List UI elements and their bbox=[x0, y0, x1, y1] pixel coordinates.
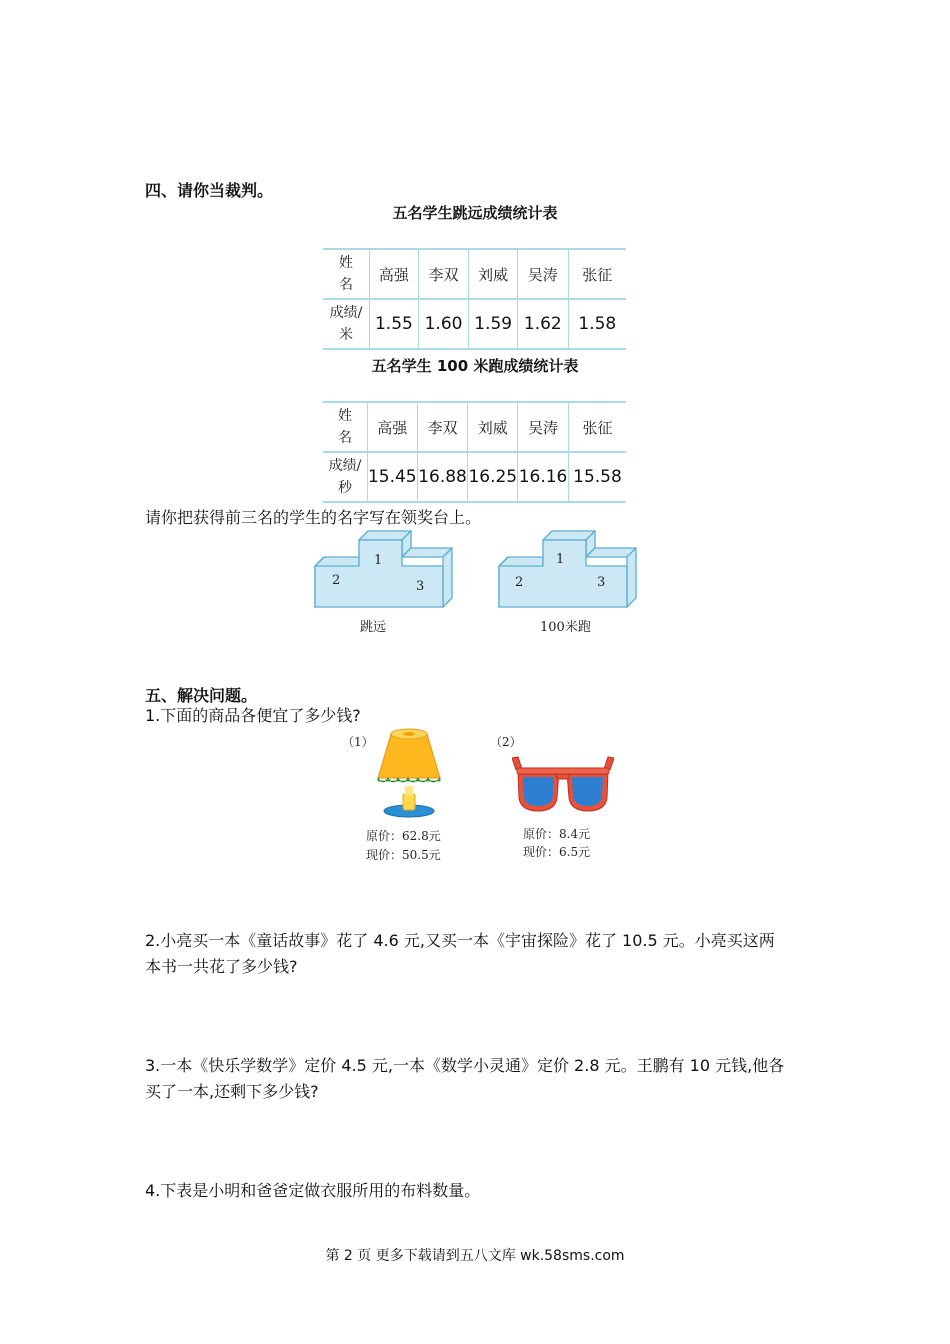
item-current-price: 现价：6.5元 bbox=[523, 845, 591, 859]
table-cell-score: 15.58 bbox=[568, 452, 626, 502]
podium-first-number: 1 bbox=[556, 552, 565, 567]
table-cell-name: 吴涛 bbox=[518, 249, 569, 299]
item-tag: （1） bbox=[342, 735, 374, 749]
podium-second-number: 2 bbox=[515, 575, 524, 590]
question-1: 1.下面的商品各便宜了多少钱? bbox=[145, 706, 361, 725]
podium-first-number: 1 bbox=[374, 553, 383, 568]
question-2-line2: 本书一共花了多少钱? bbox=[145, 957, 298, 976]
section5-heading: 五、解决问题。 bbox=[145, 686, 258, 705]
item-current-price: 现价：50.5元 bbox=[366, 848, 441, 862]
table-cell-score: 1.59 bbox=[469, 299, 518, 349]
section4-heading: 四、请你当裁判。 bbox=[145, 181, 274, 200]
podium-third-number: 3 bbox=[416, 579, 425, 594]
page-footer: 第 2 页 更多下载请到五八文库 wk.58sms.com bbox=[325, 1248, 625, 1264]
podium-graphic bbox=[312, 528, 457, 610]
podium-caption: 跳远 bbox=[360, 620, 387, 635]
table-cell-score: 16.25 bbox=[468, 452, 518, 502]
table-cell-score: 15.45 bbox=[367, 452, 417, 502]
sprint-table bbox=[323, 401, 626, 503]
table-cell-score: 1.55 bbox=[370, 299, 419, 349]
podium-third-number: 3 bbox=[597, 575, 606, 590]
table-cell-score: 1.60 bbox=[418, 299, 469, 349]
score-header: 成绩/ 秒 bbox=[323, 452, 367, 502]
name-header: 姓 名 bbox=[323, 249, 370, 299]
table-cell-score: 16.88 bbox=[417, 452, 468, 502]
table-cell-name: 高强 bbox=[370, 249, 419, 299]
table2-title: 五名学生 100 米跑成绩统计表 bbox=[371, 357, 579, 375]
podium-instruction: 请你把获得前三名的学生的名字写在领奖台上。 bbox=[145, 508, 482, 527]
score-header: 成绩/ 米 bbox=[323, 299, 370, 349]
table-cell-name: 刘威 bbox=[468, 402, 518, 452]
table-cell-score: 1.62 bbox=[518, 299, 569, 349]
question-3-line1: 3.一本《快乐学数学》定价 4.5 元,一本《数学小灵通》定价 2.8 元。王鹏有 10 元钱,他各 bbox=[145, 1056, 785, 1075]
name-header: 姓 名 bbox=[323, 402, 367, 452]
sunglasses-icon bbox=[512, 756, 614, 816]
podium-graphic bbox=[496, 528, 641, 610]
question-2-line1: 2.小亮买一本《童话故事》花了 4.6 元,又买一本《宇宙探险》花了 10.5 元。小亮买这两 bbox=[145, 931, 775, 950]
table1-title: 五名学生跳远成绩统计表 bbox=[392, 204, 558, 222]
table-cell-name: 张征 bbox=[568, 402, 626, 452]
question-3-line2: 买了一本,还剩下多少钱? bbox=[145, 1082, 319, 1101]
podium-caption: 100米跑 bbox=[540, 620, 591, 635]
podium-sprint bbox=[496, 528, 641, 610]
item-tag: （2） bbox=[490, 735, 522, 749]
table-cell-score: 1.58 bbox=[568, 299, 626, 349]
long-jump-table bbox=[323, 248, 626, 350]
table-cell-name: 李双 bbox=[417, 402, 468, 452]
question-4: 4.下表是小明和爸爸定做衣服所用的布料数量。 bbox=[145, 1181, 481, 1200]
item-original-price: 原价：62.8元 bbox=[366, 829, 441, 843]
podium-long-jump bbox=[312, 528, 457, 610]
table-cell-name: 吴涛 bbox=[518, 402, 569, 452]
lamp-icon bbox=[374, 728, 444, 818]
table-cell-name: 李双 bbox=[418, 249, 469, 299]
table-cell-name: 张征 bbox=[568, 249, 626, 299]
table-cell-name: 高强 bbox=[367, 402, 417, 452]
item-original-price: 原价：8.4元 bbox=[523, 827, 591, 841]
podium-second-number: 2 bbox=[332, 573, 341, 588]
table-cell-name: 刘威 bbox=[469, 249, 518, 299]
table-cell-score: 16.16 bbox=[518, 452, 569, 502]
